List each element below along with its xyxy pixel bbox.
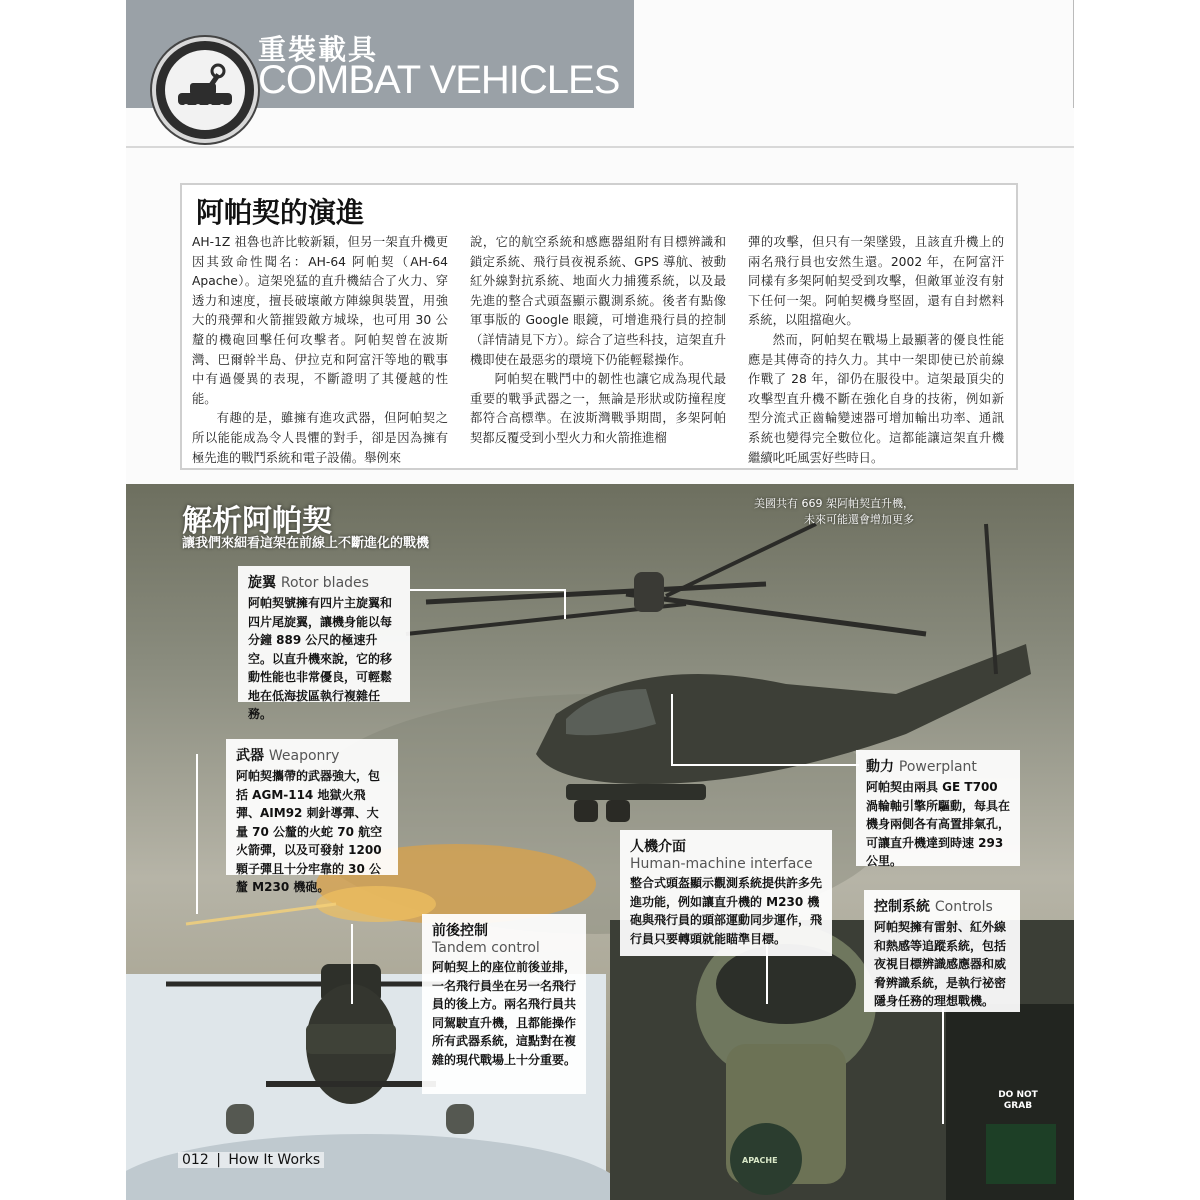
paragraph: AH-1Z 祖魯也許比較新穎，但另一架直升機更因其致命性聞名：AH-64 阿帕契（AH-64 Apache）。這架兇猛的直升機結合了火力、穿透力和速度，擅長破壞敵方陣線與裝置，用強大的飛彈和火箭摧毀敵方城垛，也可用 30 公釐的機砲回擊任何攻擊者。阿帕契曾在波斯灣、巴爾幹半島、伊拉克和阿富汗等地的戰事中有過優異的表現，不斷證明了其優越的性能。 — [192, 235, 448, 406]
hero-note-line: 美國共有 669 架阿帕契直升機， — [754, 497, 914, 510]
callout-title-en: Human-machine interface — [630, 856, 813, 872]
connector-line — [942, 1004, 944, 1124]
hero-illustration — [126, 484, 1074, 1200]
callout-title-zh: 武器 — [236, 748, 264, 764]
callout-title-en: Tandem control — [432, 940, 540, 956]
article-column-2 — [470, 233, 726, 449]
callout-title-en: Weaponry — [268, 748, 340, 764]
callout-title-zh: 控制系統 — [874, 899, 930, 915]
callout-body: 阿帕契上的座位前後並排，一名飛行員坐在另一名飛行員的後上方。兩名飛行員共同駕駛直升機，且都能操作所有武器系統，這點對在複雜的現代戰場上十分重要。 — [432, 960, 577, 1067]
callout-rotor-blades — [238, 566, 410, 721]
callout-title-zh: 人機介面 — [630, 839, 686, 855]
paragraph: 說，它的航空系統和感應器組附有目標辨識和鎖定系統、飛行員夜視系統、GPS 導航、被動紅外線對抗系統、地面火力捕獲系統，以及最先進的整合式頭盔顯示觀測系統。後者有點像軍事版的 Google 眼鏡，可增進飛行員的控制（詳情請見下方）。綜合了這些科技，這架直升機即使在最惡劣的環境下仍能輕鬆操作。 — [470, 235, 726, 367]
article-title: 阿帕契的演進 — [196, 196, 365, 229]
connector-line — [410, 589, 566, 591]
callout-title-zh: 前後控制 — [432, 923, 488, 939]
hero-note — [754, 496, 914, 528]
callout-tandem-control — [422, 914, 586, 1094]
header-divider — [126, 146, 1074, 148]
page-folio: 012 | How It Works — [178, 1152, 324, 1168]
callout-title-en: Rotor blades — [280, 575, 369, 591]
callout-title-en: Powerplant — [898, 759, 977, 775]
section-badge — [152, 37, 258, 143]
warning-label-line: GRAB — [1003, 1101, 1033, 1111]
connector-line — [671, 764, 859, 766]
hero-subtitle: 讓我們來細看這架在前線上不斷進化的戰機 — [182, 536, 430, 551]
hero-note-line: 未來可能還會增加更多 — [804, 513, 914, 526]
callout-title-zh: 動力 — [866, 759, 894, 775]
page-edge-line — [1073, 0, 1074, 108]
connector-line — [351, 924, 353, 1004]
paragraph: 然而，阿帕契在戰場上最顯著的優良性能應是其傳奇的持久力。其中一架即使已於前線作戰了 28 年，卻仍在服役中。這架最頂尖的攻擊型直升機不斷在強化自身的技術，例如新型分流式正齒輪變速器可增加輸出功率、通訊系統也變得完全數位化。這都能讓這架直升機繼續叱吒風雲好些時日。 — [748, 332, 1004, 465]
paragraph: 有趣的是，雖擁有進攻武器，但阿帕契之所以能能成為令人畏懼的對手，卻是因為擁有極先進的戰鬥系統和電子設備。舉例來 — [192, 411, 448, 465]
connector-line — [564, 589, 566, 619]
callout-body: 阿帕契擁有雷射、紅外線和熱感等追蹤系統，包括夜視目標辨識感應器和威脅辨識系統，是執行祕密隱身任務的理想戰機。 — [874, 920, 1007, 1008]
article-box — [180, 183, 1018, 470]
page-number: 012 — [182, 1152, 209, 1168]
callout-controls — [864, 890, 1020, 1012]
callout-title-en: Controls — [934, 899, 993, 915]
callout-body: 阿帕契由兩具 GE T700 渦輪軸引擎所驅動，每具在機身兩側各有高置排氣孔，可讓直升機達到時速 293 公里。 — [866, 780, 1011, 868]
section-title-en: COMBAT VEHICLES — [258, 58, 620, 102]
cockpit-warning-label — [988, 1090, 1048, 1112]
tank-icon — [156, 41, 254, 139]
callout-human-machine-interface — [620, 830, 832, 956]
callout-powerplant — [856, 750, 1020, 866]
callout-weaponry — [226, 739, 398, 894]
connector-line — [196, 754, 198, 914]
article-column-1 — [192, 233, 448, 468]
paragraph: 彈的攻擊，但只有一架墜毀，且該直升機上的兩名飛行員也安然生還。2002 年，在阿富汗同樣有多架阿帕契受到攻擊，但敵軍並沒有射下任何一架。阿帕契機身堅固，還有自封燃料系統，以阻擋砲火。 — [748, 235, 1004, 328]
section-title-zh: 重裝載具 — [258, 33, 379, 66]
callout-body: 阿帕契攜帶的武器強大，包括 AGM-114 地獄火飛彈、AIM92 刺針導彈、大量 70 公釐的火蛇 70 航空火箭彈，以及可發射 1200 顆子彈且十分牢靠的 30 公釐 M230 機砲。 — [236, 769, 383, 894]
warning-label-line: DO NOT — [998, 1090, 1038, 1100]
callout-title-zh: 旋翼 — [248, 575, 276, 591]
paragraph: 阿帕契在戰鬥中的韌性也讓它成為現代最重要的戰爭武器之一，無論是形狀或防撞程度都符合高標準。在波斯灣戰爭期間，多架阿帕契都反覆受到小型火力和火箭推進榴 — [470, 372, 726, 445]
magazine-brand: How It Works — [228, 1152, 321, 1168]
hero-title: 解析阿帕契 — [182, 504, 332, 539]
magazine-page — [126, 0, 1074, 1200]
connector-line — [671, 694, 673, 764]
article-column-3 — [748, 233, 1004, 468]
callout-body: 阿帕契號擁有四片主旋翼和四片尾旋翼，讓機身能以每分鐘 889 公尺的極速升空。以直升機來說，它的移動性能也非常優良，可輕鬆地在低海拔區執行複雜任務。 — [248, 596, 393, 721]
callout-body: 整合式頭盔顯示觀測系統提供許多先進功能，例如讓直升機的 M230 機砲與飛行員的頭部運動同步運作，飛行員只要轉頭就能瞄準目標。 — [630, 876, 823, 946]
pilot-patch-text: APACHE — [742, 1156, 778, 1165]
